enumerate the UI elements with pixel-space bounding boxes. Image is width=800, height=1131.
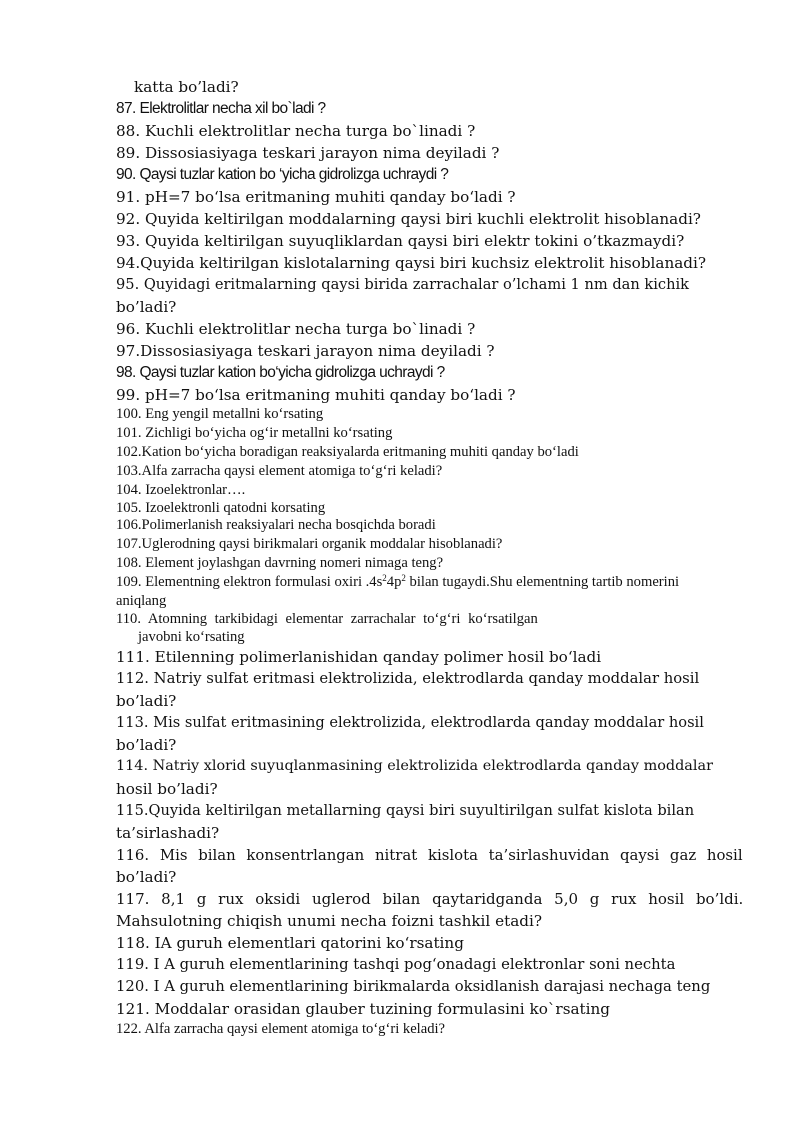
question-114: 114. Natriy xlorid suyuqlanmasining elektrolizida elektrodlarda qanday moddalar [116,758,713,774]
question-112-cont: bo’ladi? [116,692,177,710]
question-97: 97.Dissosiasiyaga teskari jarayon nima deyiladi ? [116,342,495,360]
superscript: 2 [382,573,387,583]
question-96: 96. Kuchli elektrolitlar necha turga bo`linadi ? [116,320,476,338]
question-120: 120. I A guruh elementlarining birikmalarda oksidlanish darajasi nechaga teng [116,978,711,995]
question-114-cont: hosil bo’ladi? [116,780,218,798]
question-95-cont: bo’ladi? [116,298,177,316]
text-line: katta bo’ladi? [134,78,239,96]
question-110-cont: javobni ko‘rsating [138,629,245,645]
question-113: 113. Mis sulfat eritmasining elektrolizida, elektrodlarda qanday moddalar hosil [116,714,704,731]
question-87: 87. Elektrolitlar necha xil bo`ladi ? [116,100,326,117]
question-103: 103.Alfa zarracha qaysi element atomiga to‘g‘ri keladi? [116,463,443,479]
question-100: 100. Eng yengil metallni ko‘rsating [116,406,324,422]
question-91: 91. pH=7 bo‘lsa eritmaning muhiti qanday bo‘ladi ? [116,188,516,206]
question-116: 116. Mis bilan konsentrlangan nitrat kislota ta’sirlashuvidan qaysi gaz hosil [116,846,743,864]
question-92: 92. Quyida keltirilgan moddalarning qaysi biri kuchli elektrolit hisoblanadi? [116,210,701,228]
question-115-cont: ta’sirlashadi? [116,824,220,842]
superscript: 2 [401,573,406,583]
question-117-cont: Mahsulotning chiqish unumi necha foizni tashkil etadi? [116,912,542,930]
question-88: 88. Kuchli elektrolitlar necha turga bo`linadi ? [116,122,476,140]
question-102: 102.Kation bo‘yicha boradigan reaksiyalarda eritmaning muhiti qanday bo‘ladi [116,444,579,460]
question-119: 119. I A guruh elementlarining tashqi pog‘onadagi elektronlar soni nechta [116,956,676,973]
question-99: 99. pH=7 bo‘lsa eritmaning muhiti qanday bo‘ladi ? [116,386,516,404]
question-117: 117. 8,1 g rux oksidi uglerod bilan qaytaridganda 5,0 g rux hosil bo’ldi. [116,890,744,908]
question-109-text: bilan tugaydi.Shu elementning tartib nomerini [405,574,680,590]
question-95: 95. Quyidagi eritmalarning qaysi birida zarrachalar o’lchami 1 nm dan kichik [116,276,689,293]
question-112: 112. Natriy sulfat eritmasi elektrolizida, elektrodlarda qanday moddalar hosil [116,670,700,687]
question-108: 108. Element joylashgan davrning nomeri nimaga teng? [116,555,444,571]
question-109 [116,574,679,591]
question-89: 89. Dissosiasiyaga teskari jarayon nima deyiladi ? [116,144,500,162]
question-109-text: 4p [386,574,402,590]
question-111: 111. Etilenning polimerlanishidan qanday polimer hosil bo‘ladi [116,648,602,666]
question-98: 98. Qaysi tuzlar kation bo‘yicha gidrolizga uchraydi ? [116,364,445,381]
question-115: 115.Quyida keltirilgan metallarning qaysi biri suyultirilgan sulfat kislota bilan [116,802,695,819]
question-107: 107.Uglerodning qaysi birikmalari organik moddalar hisoblanadi? [116,536,503,552]
question-90: 90. Qaysi tuzlar kation bo ‘yicha gidrolizga uchraydi ? [116,166,449,183]
question-110: 110. Atomning tarkibidagi elementar zarrachalar to‘g‘ri ko‘rsatilgan [116,611,538,627]
question-121: 121. Moddalar orasidan glauber tuzining formulasini ko`rsating [116,1000,611,1018]
question-118: 118. IA guruh elementlari qatorini ko‘rsating [116,934,464,952]
question-93: 93. Quyida keltirilgan suyuqliklardan qaysi biri elektr tokini o’tkazmaydi? [116,232,685,250]
question-101: 101. Zichligi bo‘yicha og‘ir metallni ko‘rsating [116,425,393,441]
question-116-cont: bo’ladi? [116,868,177,886]
question-104: 104. Izoelektronlar…. [116,482,246,498]
question-109-cont: aniqlang [116,593,167,609]
question-94: 94.Quyida keltirilgan kislotalarning qaysi biri kuchsiz elektrolit hisoblanadi? [116,254,707,272]
question-105: 105. Izoelektronli qatodni korsating [116,500,326,516]
question-106: 106.Polimerlanish reaksiyalari necha bosqichda boradi [116,517,436,533]
question-122: 122. Alfa zarracha qaysi element atomiga to‘g‘ri keladi? [116,1021,446,1037]
question-109-text: 109. Elementning elektron formulasi oxiri .4s [116,574,383,590]
question-113-cont: bo’ladi? [116,736,177,754]
